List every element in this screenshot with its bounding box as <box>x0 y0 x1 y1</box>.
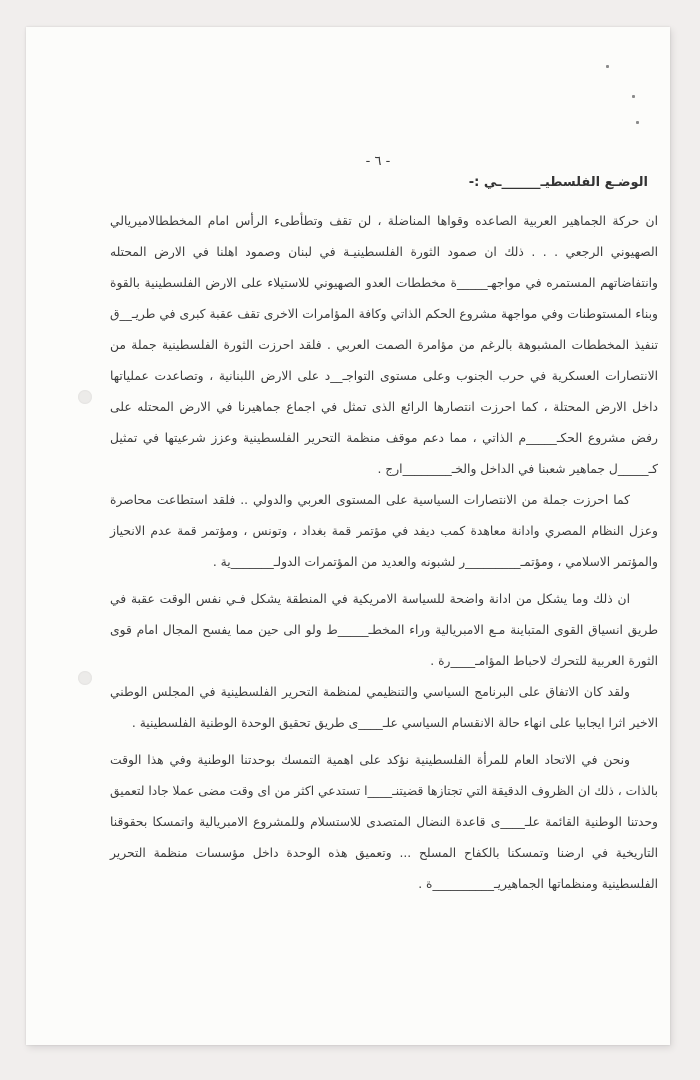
section-heading: الوضـع الفلسطيـ______ـي :- <box>468 175 648 190</box>
punch-hole-icon <box>78 390 92 404</box>
paper-mark <box>606 65 609 68</box>
paragraph-2: كما احرزت جملة من الانتصارات السياسية على المستوى العربي والدولي .. فلقد استطاعت محاصرة وعزل النظام المصري وادانة معاهدة كمب ديفد في مؤتمر قمة بغداد ، وتونس ، ومؤتمر قمة عدم الانحياز والمؤتمر الاسلامي ، ومؤتمـ_________ر لشبونه والعديد من المؤتمرات الدولـ_______ية . <box>110 493 658 569</box>
document-body <box>110 150 658 900</box>
paper-mark <box>636 121 639 124</box>
paragraph-1: ان حركة الجماهير العربية الصاعده وقواها المناضلة ، لن تقف وتطأطىء الرأس امام المخططالاميريالي الصهيوني الرجعي . . . ذلك ان صمود الثورة الفلسطينيـة في لبنان وصمود اهلنا في الارض المحتله وانتفاضاتهم المستمره في مواجهـ_____ة مخططات العدو الصهيوني للاستيلاء على الارض الفلسطينية بالقوة وبناء المستوطنات وفي مواجهة مشروع الحكم الذاتي وكافة المؤامرات الاخرى تقف عقبة كبرى في طريـ__ق تنفيذ المخططات المشبوهة بالرغم من مؤامرة الصمت العربي . فلقد احرزت الثورة الفلسطينية جملة من الانتصارات العسكرية في حرب الجنوب وعلى مستوى التواجـ__د على الارض اللبنانية ، وتصاعدت عملياتها داخل الارض المحتلة ، كما احرزت انتصارها الرائع الذى تمثل في اجماع جماهيرنا في الارض المحتله على رفض مشروع الحكـ_____م الذاتي ، مما دعم موقف منظمة التحرير الفلسطينية وعزز شرعيتها في تمثيل كـ_____ل جماهير شعبنا في الداخل والخـ________ارج . <box>110 214 658 476</box>
page-number: - ٦ - <box>365 154 391 169</box>
punch-hole-icon <box>78 671 92 685</box>
paragraph-3: ان ذلك وما يشكل من ادانة واضحة للسياسة الامريكية في المنطقة يشكل فـي نفس الوقت عقبة في طريق انسياق القوى المتباينة مـع الامبريالية وراء المخطـ_____ط ولو الى حين مما يفسح المجال امام قوى الثورة العربية للتحرك لاحباط المؤامـ____رة . <box>110 592 658 668</box>
paragraph-5: ونحن في الاتحاد العام للمرأة الفلسطينية نؤكد على اهمية التمسك بوحدتنا الوطنية وفي هذا الوقت بالذات ، ذلك ان الظروف الدقيقة التي تجتازها قضيتنـ____ا تستدعي اكثر من اى وقت مضى عملا جادا لتعميق وحدتنا الوطنية القائمة علـ____ى قاعدة النضال المتصدى للاستسلام وللمشروع الامبريالية واتمسكا بحقوقنا التاريخية في ارضنا وتمسكنا بالكفاح المسلح ... وتعميق هذه الوحدة داخل مؤسسات منظمة التحرير الفلسطينية ومنظماتها الجماهيريـ__________ة . <box>110 753 658 891</box>
paper-mark <box>632 95 635 98</box>
paragraph-4: ولقد كان الاتفاق على البرنامج السياسي والتنظيمي لمنظمة التحرير الفلسطينية في المجلس الوطني الاخير اثرا ايجابيا على انهاء حالة الانقسام السياسي علـ____ى طريق تحقيق الوحدة الوطنية الفلسطينية . <box>110 685 658 730</box>
